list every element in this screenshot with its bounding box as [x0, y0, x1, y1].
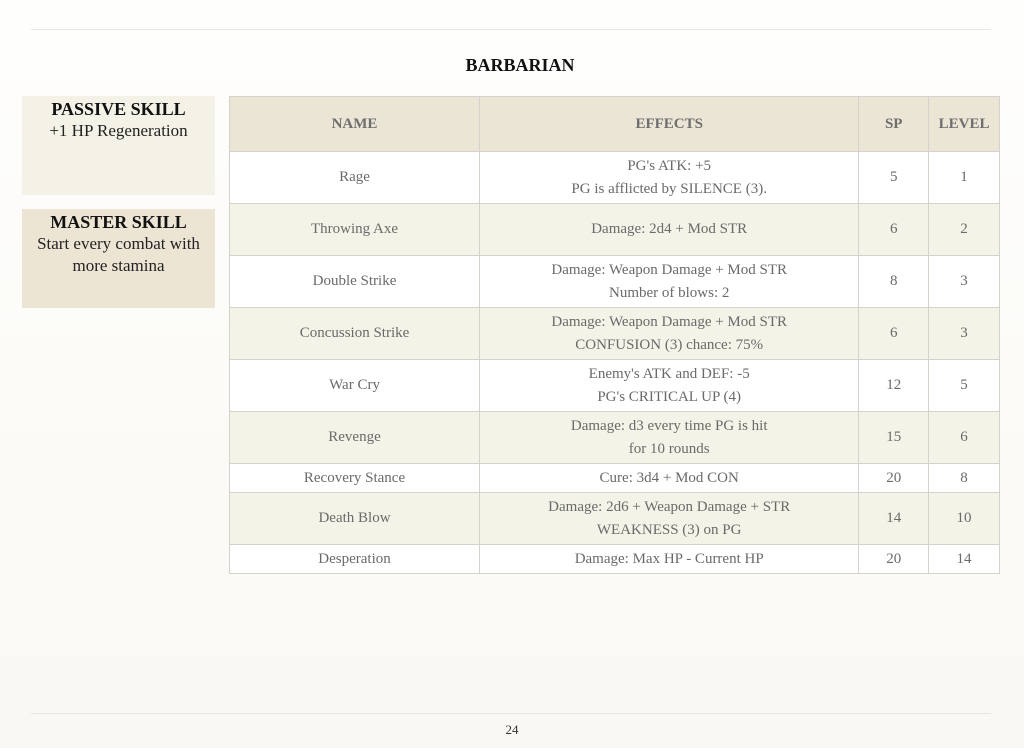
skill-effect-line: PG's CRITICAL UP (4): [597, 388, 742, 405]
skill-level: 3: [929, 308, 1000, 360]
passive-skill-heading: PASSIVE SKILL: [51, 99, 186, 119]
table-header-row: [230, 97, 1000, 152]
skill-level: 5: [929, 360, 1000, 412]
table-row: [230, 412, 1000, 464]
skill-sp: 20: [859, 545, 929, 574]
skill-name: Throwing Axe: [230, 204, 480, 256]
master-skill-heading: MASTER SKILL: [50, 212, 187, 232]
page-number: 24: [505, 722, 519, 737]
skill-level: 6: [929, 412, 1000, 464]
skill-level: 10: [929, 493, 1000, 545]
passive-skill-text: +1 HP Regeneration: [49, 121, 188, 140]
skill-level: 2: [929, 204, 1000, 256]
skill-effect-line: Damage: 2d6 + Weapon Damage + STR: [548, 498, 791, 515]
master-skill-text: Start every combat with more stamina: [37, 234, 200, 275]
skill-effects: [480, 412, 859, 464]
skill-effect-line: Damage: Max HP - Current HP: [574, 550, 764, 567]
skill-effect-line: Damage: 2d4 + Mod STR: [591, 221, 748, 237]
table-row: [230, 256, 1000, 308]
master-skill-box: [22, 209, 215, 308]
skill-sp: 12: [859, 360, 929, 412]
skill-effect-line: Damage: d3 every time PG is hit: [570, 417, 768, 434]
skill-effect-line: CONFUSION (3) chance: 75%: [575, 336, 764, 353]
skill-level: 8: [929, 464, 1000, 493]
table-row: [230, 493, 1000, 545]
skill-effect-line: for 10 rounds: [628, 440, 710, 457]
skill-name: Death Blow: [230, 493, 480, 545]
table-row: [230, 360, 1000, 412]
skill-effect-line: WEAKNESS (3) on PG: [596, 521, 742, 538]
skill-effect-line: Damage: Weapon Damage + Mod STR: [551, 313, 788, 330]
skill-level: 14: [929, 545, 1000, 574]
header-name: NAME: [230, 97, 480, 152]
skill-effects: [480, 493, 859, 545]
header-level: LEVEL: [929, 97, 1000, 152]
skill-effects: [480, 204, 859, 256]
skill-name: Desperation: [230, 545, 480, 574]
skill-effects: [480, 360, 859, 412]
skill-sp: 5: [859, 152, 929, 204]
skill-name: Rage: [230, 152, 480, 204]
skill-effect-line: Damage: Weapon Damage + Mod STR: [551, 261, 788, 278]
skill-sp: 20: [859, 464, 929, 493]
skill-sp: 14: [859, 493, 929, 545]
skill-level: 1: [929, 152, 1000, 204]
skill-name: Double Strike: [230, 256, 480, 308]
skill-sp: 6: [859, 204, 929, 256]
skill-name: Recovery Stance: [230, 464, 480, 493]
skill-name: Revenge: [230, 412, 480, 464]
skill-effects: [480, 464, 859, 493]
bottom-divider: [31, 713, 991, 714]
skills-table: [229, 96, 1000, 574]
table-row: [230, 204, 1000, 256]
table-row: [230, 308, 1000, 360]
skill-sp: 6: [859, 308, 929, 360]
skill-effects: [480, 308, 859, 360]
header-sp: SP: [859, 97, 929, 152]
passive-skill-box: [22, 96, 215, 195]
skill-effect-line: PG's ATK: +5: [627, 157, 712, 174]
skill-effects: [480, 256, 859, 308]
skill-sp: 8: [859, 256, 929, 308]
top-divider: [31, 29, 991, 30]
skill-effect-line: Cure: 3d4 + Mod CON: [599, 469, 739, 486]
page-title: BARBARIAN: [465, 55, 575, 75]
table-row: [230, 464, 1000, 493]
skill-effect-line: PG is afflicted by SILENCE (3).: [571, 180, 767, 197]
skill-level: 3: [929, 256, 1000, 308]
skill-effects: [480, 545, 859, 574]
table-row: [230, 152, 1000, 204]
table-row: [230, 545, 1000, 574]
skill-effect-line: Enemy's ATK and DEF: -5: [588, 365, 750, 382]
skill-effect-line: Number of blows: 2: [608, 284, 730, 301]
skill-sp: 15: [859, 412, 929, 464]
skill-name: War Cry: [230, 360, 480, 412]
header-effects: EFFECTS: [480, 97, 859, 152]
skill-name: Concussion Strike: [230, 308, 480, 360]
skill-effects: [480, 152, 859, 204]
